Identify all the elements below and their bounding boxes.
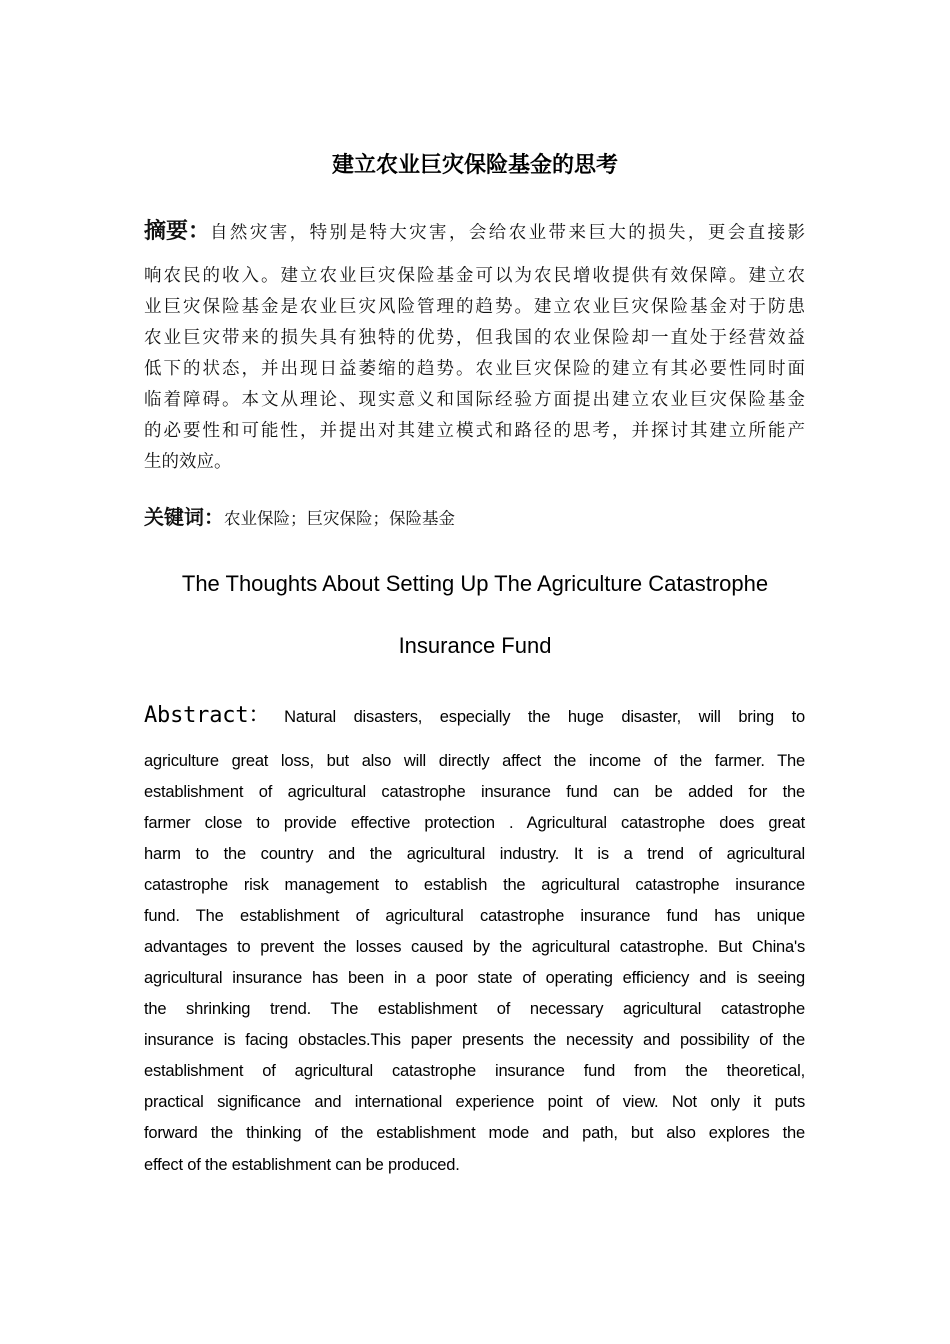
- abstract-en-line: catastrophe risk management to establish the agricultural catastrophe insurance: [144, 876, 805, 894]
- page-title-en-line1: The Thoughts About Setting Up The Agriculture Catastrophe: [181, 571, 769, 596]
- abstract-en-line: practical significance and international experience point of view. Not only it puts: [144, 1093, 805, 1111]
- abstract-en-line: agriculture great loss, but also will directly affect the income of the farmer. The: [144, 752, 805, 770]
- abstract-en-line: [144, 705, 805, 728]
- abstract-en-line: harm to the country and the agricultural industry. It is a trend of agricultural: [144, 845, 805, 863]
- abstract-cn-line: [144, 220, 805, 245]
- abstract-en-line: the shrinking trend. The establishment of necessary agricultural catastrophe: [144, 1000, 805, 1018]
- abstract-en-line: forward the thinking of the establishment mode and path, but also explores the: [144, 1124, 805, 1142]
- abstract-cn-line: 临着障碍。本文从理论、现实意义和国际经验方面提出建立农业巨灾保险基金: [144, 390, 805, 410]
- keywords-cn-label: 关键词：: [144, 505, 224, 529]
- abstract-cn-line: 农业巨灾带来的损失具有独特的优势，但我国的农业保险却一直处于经营效益: [144, 328, 805, 348]
- page-title-cn: 建立农业巨灾保险基金的思考: [331, 153, 618, 178]
- abstract-cn-line: 生的效应。: [144, 452, 232, 472]
- abstract-en-line: fund. The establishment of agricultural catastrophe insurance fund has unique: [144, 907, 805, 925]
- abstract-en-line: farmer close to provide effective protection . Agricultural catastrophe does great: [144, 814, 805, 832]
- abstract-en-line: insurance is facing obstacles.This paper presents the necessity and possibility of the: [144, 1031, 805, 1049]
- abstract-en-text: Natural disasters, especially the huge disaster, will bring to: [284, 708, 805, 726]
- abstract-en-line: establishment of agricultural catastrophe insurance fund from the theoretical,: [144, 1062, 805, 1080]
- abstract-en-line: agricultural insurance has been in a poor state of operating efficiency and is seeing: [144, 969, 805, 987]
- abstract-en-line: effect of the establishment can be produced.: [144, 1156, 460, 1174]
- keywords-cn: [144, 505, 805, 531]
- abstract-cn-line: 低下的状态，并出现日益萎缩的趋势。农业巨灾保险的建立有其必要性同时面: [144, 359, 805, 379]
- abstract-cn-label: 摘要：: [144, 219, 211, 244]
- abstract-cn-line: 业巨灾保险基金是农业巨灾风险管理的趋势。建立农业巨灾保险基金对于防患: [144, 297, 805, 317]
- page-title-en-line2: Insurance Fund: [398, 633, 552, 658]
- abstract-cn-line: 响农民的收入。建立农业巨灾保险基金可以为农民增收提供有效保障。建立农: [144, 266, 805, 286]
- abstract-en-line: establishment of agricultural catastrophe insurance fund can be added for the: [144, 783, 805, 801]
- keywords-cn-text: 农业保险；巨灾保险；保险基金: [224, 509, 455, 528]
- abstract-cn-text: 自然灾害，特别是特大灾害，会给农业带来巨大的损失，更会直接影: [210, 223, 805, 243]
- abstract-en-line: advantages to prevent the losses caused by the agricultural catastrophe. But China's: [144, 938, 805, 956]
- abstract-en-label: Abstract：: [144, 703, 271, 728]
- abstract-cn-line: 的必要性和可能性，并提出对其建立模式和路径的思考，并探讨其建立所能产: [144, 421, 805, 441]
